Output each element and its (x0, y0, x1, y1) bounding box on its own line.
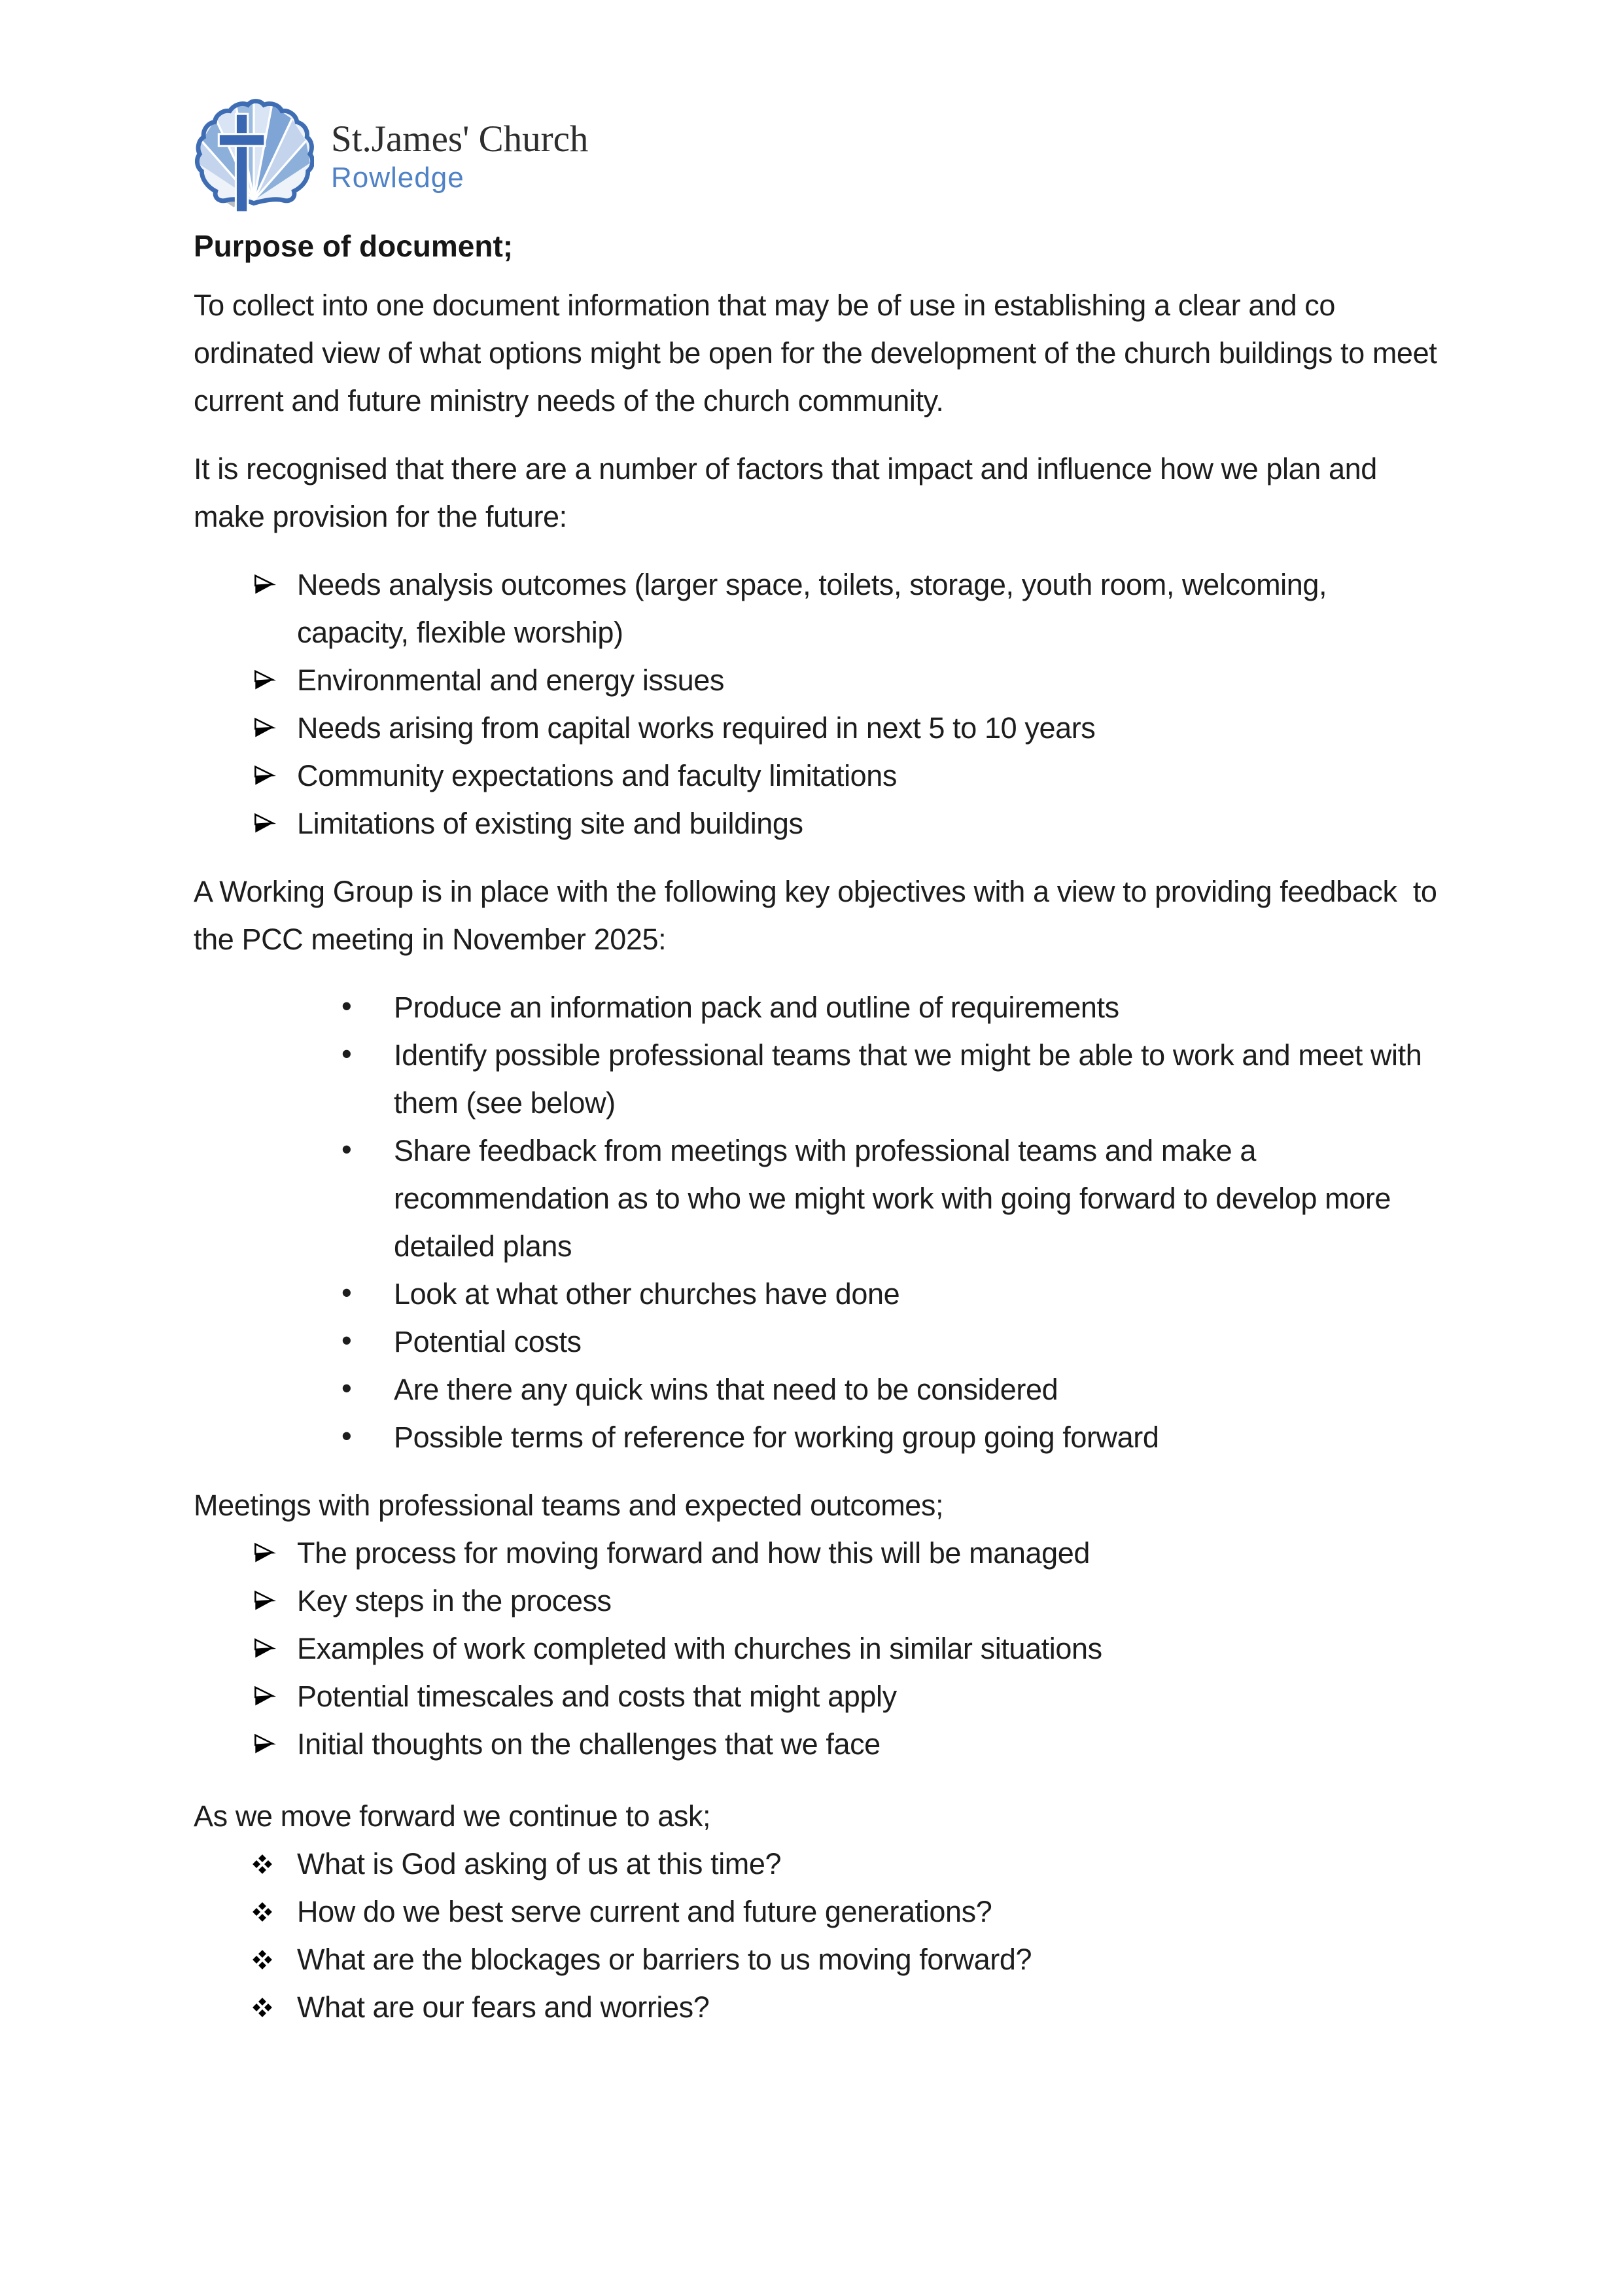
questions-list (194, 1840, 1441, 2031)
factors-intro-paragraph: It is recognised that there are a number of factors that impact and influence how we plan and make provision for the future: (194, 452, 1385, 533)
list-item (194, 704, 1441, 752)
list-item-text: Needs analysis outcomes (larger space, toilets, storage, youth room, welcoming, capacity, flexible worship) (297, 568, 1327, 649)
arrow-bullet-icon (251, 800, 297, 847)
list-item (194, 752, 1441, 800)
logo-text (331, 115, 588, 194)
dot-bullet-icon: • (341, 1133, 352, 1166)
intro-paragraph: To collect into one document information that may be of use in establishing a clear and co ordinated view of what options might be open for the development of the church buildings to meet current and future ministry needs of the church community. (194, 289, 1445, 417)
diamond-bullet-icon (251, 1935, 297, 1983)
dot-bullet-icon: • (341, 989, 352, 1023)
list-item-text: Limitations of existing site and buildings (297, 807, 803, 840)
list-item (194, 1935, 1441, 1983)
list-item-text: Environmental and energy issues (297, 663, 724, 697)
page-title: Purpose of document; (194, 229, 514, 263)
dot-bullet-icon: • (341, 1276, 352, 1309)
arrow-bullet-icon (251, 704, 297, 752)
meetings-list (194, 1529, 1441, 1768)
list-item (194, 1318, 1441, 1366)
list-item-text: Share feedback from meetings with professional teams and make a recommendation as to who we might work with going forward to develop more detailed plans (394, 1134, 1391, 1263)
list-item (194, 1031, 1441, 1127)
objectives-list (194, 983, 1441, 1461)
arrow-bullet-icon (251, 1529, 297, 1577)
list-item-text: Initial thoughts on the challenges that we face (297, 1727, 881, 1761)
factors-list (194, 561, 1441, 847)
list-item (194, 1270, 1441, 1318)
list-item (194, 1127, 1441, 1270)
arrow-bullet-icon (251, 1720, 297, 1768)
list-item-text: Possible terms of reference for working group going forward (394, 1421, 1159, 1454)
list-item-text: Key steps in the process (297, 1584, 612, 1617)
list-item-text: The process for moving forward and how this will be managed (297, 1536, 1091, 1570)
arrow-bullet-icon (251, 752, 297, 800)
arrow-bullet-icon (251, 656, 297, 704)
meetings-heading: Meetings with professional teams and expected outcomes; (194, 1489, 944, 1522)
dot-bullet-icon: • (341, 1419, 352, 1453)
list-item-text: How do we best serve current and future generations? (297, 1895, 992, 1928)
list-item-text: Needs arising from capital works required in next 5 to 10 years (297, 711, 1096, 745)
arrow-bullet-icon (251, 1625, 297, 1672)
dot-bullet-icon: • (341, 1371, 352, 1405)
list-item (194, 800, 1441, 847)
list-item (194, 1529, 1441, 1577)
shell-cross-icon (194, 97, 314, 213)
list-item (194, 983, 1441, 1031)
list-item-text: Produce an information pack and outline of requirements (394, 991, 1119, 1024)
working-group-paragraph: A Working Group is in place with the following key objectives with a view to providing feedback to the PCC meeting in November 2025: (194, 875, 1445, 956)
list-item-text: Potential timescales and costs that might apply (297, 1680, 897, 1713)
list-item (194, 1672, 1441, 1720)
arrow-bullet-icon (251, 561, 297, 609)
arrow-bullet-icon (251, 1577, 297, 1625)
list-item-text: Look at what other churches have done (394, 1277, 900, 1311)
list-item-text: What are the blockages or barriers to us moving forward? (297, 1943, 1032, 1976)
list-item-text: Examples of work completed with churches in similar situations (297, 1632, 1102, 1665)
list-item-text: Potential costs (394, 1325, 582, 1358)
list-item (194, 1577, 1441, 1625)
list-item (194, 1888, 1441, 1935)
list-item-text: Community expectations and faculty limitations (297, 759, 898, 792)
list-item-text: What are our fears and worries? (297, 1990, 710, 2024)
diamond-bullet-icon (251, 1840, 297, 1888)
church-logo (194, 97, 1441, 213)
list-item (194, 1720, 1441, 1768)
dot-bullet-icon: • (341, 1037, 352, 1070)
list-item (194, 1983, 1441, 2031)
questions-heading: As we move forward we continue to ask; (194, 1799, 711, 1833)
dot-bullet-icon: • (341, 1324, 352, 1357)
arrow-bullet-icon (251, 1672, 297, 1720)
list-item-text: What is God asking of us at this time? (297, 1847, 782, 1881)
list-item-text: Are there any quick wins that need to be considered (394, 1373, 1058, 1406)
logo-location: Rowledge (331, 162, 464, 194)
list-item (194, 1840, 1441, 1888)
list-item (194, 656, 1441, 704)
diamond-bullet-icon (251, 1983, 297, 2031)
list-item (194, 561, 1441, 656)
logo-org-name: St.James' Church (331, 118, 589, 160)
diamond-bullet-icon (251, 1888, 297, 1935)
list-item (194, 1366, 1441, 1413)
list-item-text: Identify possible professional teams that we might be able to work and meet with them (see below) (394, 1038, 1422, 1120)
list-item (194, 1625, 1441, 1672)
list-item (194, 1413, 1441, 1461)
